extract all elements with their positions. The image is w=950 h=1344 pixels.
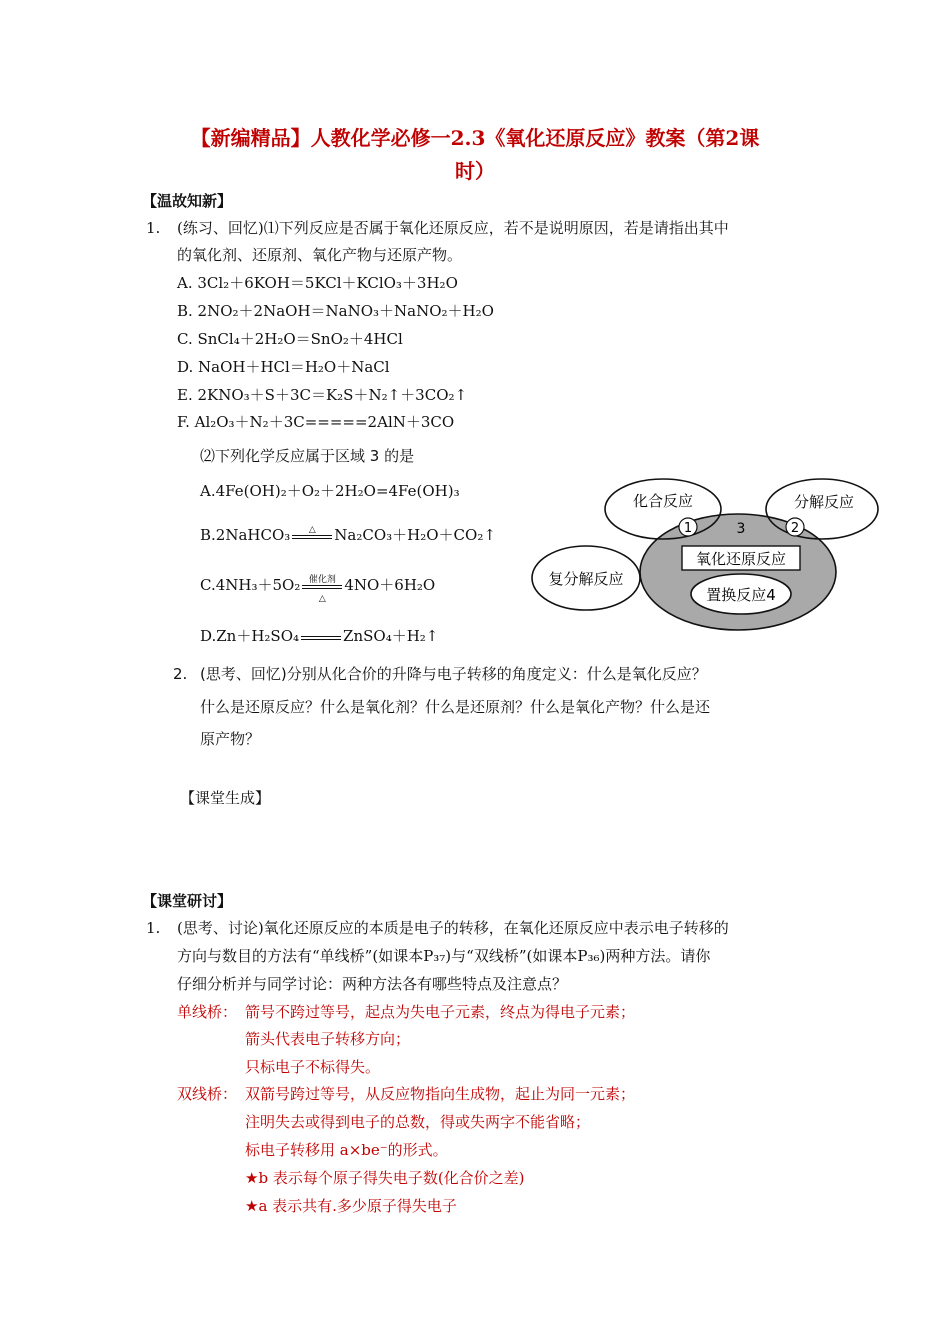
heat-symbol: △ [308,525,316,535]
question-number: 2. [173,665,188,683]
question-text: 仔细分析并与同学讨论：两种方法各有哪些特点及注意点？ [177,975,568,993]
region-3-label: 3 [736,521,746,537]
double-bridge-point: ★a 表示共有.多少原子得失电子 [245,1197,457,1215]
region-1-label: 1 [683,521,693,536]
displacement-label: 置换反应4 [706,586,776,604]
option-b-reactants: B.2NaHCO₃ [200,526,291,544]
reaction-condition [290,526,334,546]
double-bridge-point: 双箭号跨过等号，从反应物指向生成物，起止为同一元素； [245,1085,636,1103]
redox-label: 氧化还原反应 [695,550,787,568]
single-bridge-point: 箭号不跨过等号，起点为失电子元素，终点为得电子元素； [245,1003,636,1021]
option-c [200,575,436,604]
reaction-condition [300,575,344,604]
option-b-products: Na₂CO₃＋H₂O＋CO₂↑ [334,526,496,544]
reaction-e: E. 2KNO₃＋S＋3C＝K₂S＋N₂↑＋3CO₂↑ [177,386,468,404]
double-bridge-point: ★b 表示每个原子得失电子数(化合价之差) [245,1169,525,1187]
option-d [200,626,438,647]
single-bridge-point: 只标电子不标得失。 [245,1058,381,1076]
option-c-products: 4NO＋6H₂O [344,576,436,594]
option-d-products: ZnSO₄＋H₂↑ [343,627,439,645]
option-c-reactants: C.4NH₃＋5O₂ [200,576,301,594]
single-bridge-label: 单线桥： [177,1003,238,1021]
double-displacement-label: 复分解反应 [548,570,624,588]
catalyst-label: 催化剂 [308,575,336,585]
region-2-label: 2 [790,521,800,536]
option-b [200,525,496,546]
decomposition-label: 分解反应 [793,493,855,511]
question-text: 方向与数目的方法有“单线桥”(如课本P₃₇)与“双线桥”(如课本P₃₆)两种方法。请你 [177,947,711,965]
page-title-line2: 时） [455,159,495,183]
question-number: 1. [146,219,161,237]
question-text: (思考、回忆)分别从化合价的升降与电子转移的角度定义：什么是氧化反应？ [200,665,707,683]
reaction-f: F. Al₂O₃＋N₂＋3C=====2AlN＋3CO [177,413,455,431]
question-text: 的氧化剂、还原剂、氧化产物与还原产物。 [177,246,463,264]
question-part2: ⑵下列化学反应属于区域 3 的是 [200,447,415,465]
question-text: 什么是还原反应？什么是氧化剂？什么是还原剂？什么是氧化产物？什么是还 [200,698,711,716]
reaction-condition [299,627,343,647]
section-heading-study: 【课堂研讨】 [142,892,233,910]
section-heading-class-generation: 【课堂生成】 [180,789,271,807]
heat-symbol: △ [318,594,326,604]
double-bridge-point: 标电子转移用 a×be⁻的形式。 [245,1141,448,1159]
option-d-reactants: D.Zn＋H₂SO₄ [200,627,300,645]
question-text: 原产物？ [200,730,261,748]
combination-label: 化合反应 [632,492,694,510]
section-heading-review: 【温故知新】 [142,192,233,210]
reaction-b: B. 2NO₂＋2NaOH＝NaNO₃＋NaNO₂＋H₂O [177,302,494,320]
reaction-types-diagram [528,476,888,636]
question-text: (练习、回忆)⑴下列反应是否属于氧化还原反应，若不是说明原因，若是请指出其中 [177,219,729,237]
option-a: A.4Fe(OH)₂＋O₂＋2H₂O=4Fe(OH)₃ [200,482,460,500]
reaction-c: C. SnCl₄＋2H₂O＝SnO₂＋4HCl [177,330,403,348]
double-bridge-point: 注明失去或得到电子的总数，得或失两字不能省略； [245,1113,591,1131]
page-title-line1: 【新编精品】人教化学必修一2.3《氧化还原反应》教案（第2课 [190,126,760,150]
question-text: (思考、讨论)氧化还原反应的本质是电子的转移，在氧化还原反应中表示电子转移的 [177,919,729,937]
reaction-d: D. NaOH＋HCl＝H₂O＋NaCl [177,358,390,376]
reaction-a: A. 3Cl₂＋6KOH＝5KCl＋KClO₃＋3H₂O [177,274,458,292]
single-bridge-point: 箭头代表电子转移方向； [245,1030,411,1048]
question-number: 1. [146,919,161,937]
double-bridge-label: 双线桥： [177,1085,238,1103]
